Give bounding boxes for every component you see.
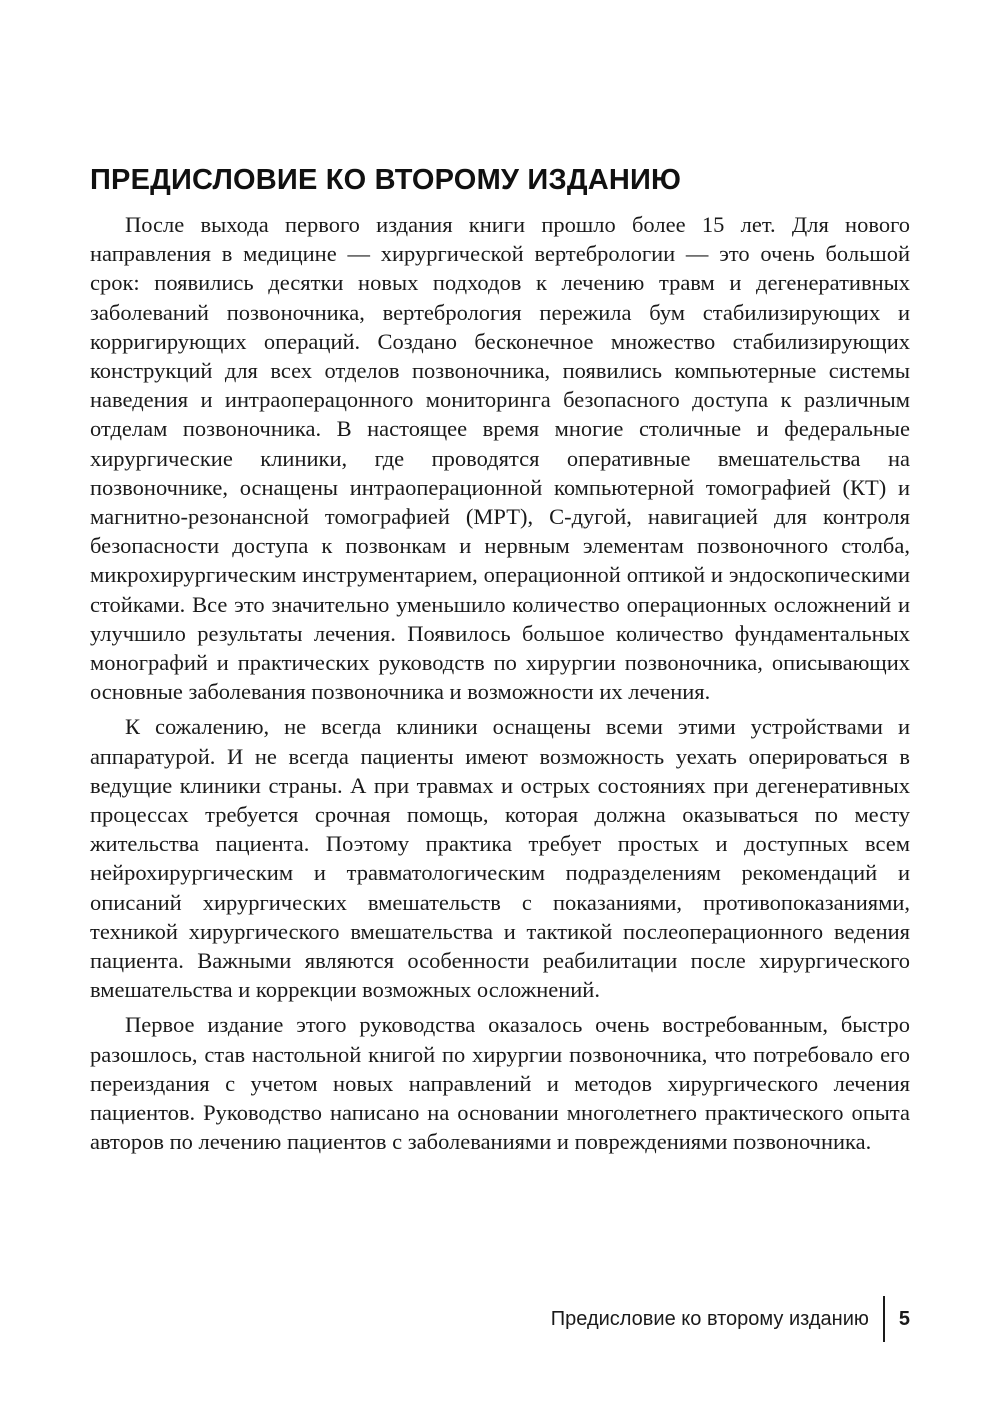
page-content <box>90 158 910 1157</box>
paragraph-3: Первое издание этого руководства оказалось очень востребованным, быстро разошлось, став настольной книгой по хирургии позвоночника, что потребовало его переиздания с учетом новых направлений и методов хирургического лечения пациентов. Руководство написано на основании многолетнего практического опыта авторов по лечению пациентов с заболеваниями и повреждениями позвоночника. <box>90 1012 910 1155</box>
page-number: 5 <box>898 1307 910 1330</box>
page-title: ПРЕДИСЛОВИЕ КО ВТОРОМУ ИЗДАНИЮ <box>90 164 682 196</box>
paragraph-2: К сожалению, не всегда клиники оснащены всеми этими устройствами и аппаратурой. И не всегда пациенты имеют возможность уехать оперироваться в ведущие клиники страны. А при травмах и острых состояниях при дегенеративных процессах требуется срочная помощь, которая должна оказываться по месту жительства пациента. Поэтому практика требует простых и доступных всем нейрохирургическим и травматологическим подразделениям рекомендаций и описаний хирургических вмешательств с показаниями, противопоказаниями, техникой хирургического вмешательства и тактикой послеоперационного ведения пациента. Важными являются особенности реабилитации после хирургического вмешательства и коррекции возможных осложнений. <box>90 714 910 1003</box>
running-title: Предисловие ко второму изданию <box>550 1307 869 1330</box>
page-footer <box>0 1296 910 1342</box>
paragraph-1: После выхода первого издания книги прошло более 15 лет. Для нового направления в медицине — хирургической вертебрологии — это очень большой срок: появились десятки новых подходов к лечению травм и дегенеративных заболеваний позвоночника, вертебрология пережила бум стабилизирующих и корригирующих операций. Создано бесконечное множество стабилизирующих конструкций для всех отделов позвоночника, появились компьютерные системы наведения и интраоперацонного мониторинга безопасного доступа к различным отделам позвоночника. В настоящее время многие столичные и федеральные хирургические клиники, где проводятся оперативные вмешательства на позвоночнике, оснащены интраоперационной компьютерной томографией (КТ) и магнитно-резонансной томографией (МРТ), С-дугой, навигацией для контроля безопасности доступа к позвонкам и нервным элементам позвоночного столба, микрохирургическим инструментарием, операционной оптикой и эндоскопическими стойками. Все это значительно уменьшило количество операционных осложнений и улучшило результаты лечения. Появилось большое количество фундаментальных монографий и практических руководств по хирургии позвоночника, описывающих основные заболевания позвоночника и возможности их лечения. <box>90 212 910 705</box>
